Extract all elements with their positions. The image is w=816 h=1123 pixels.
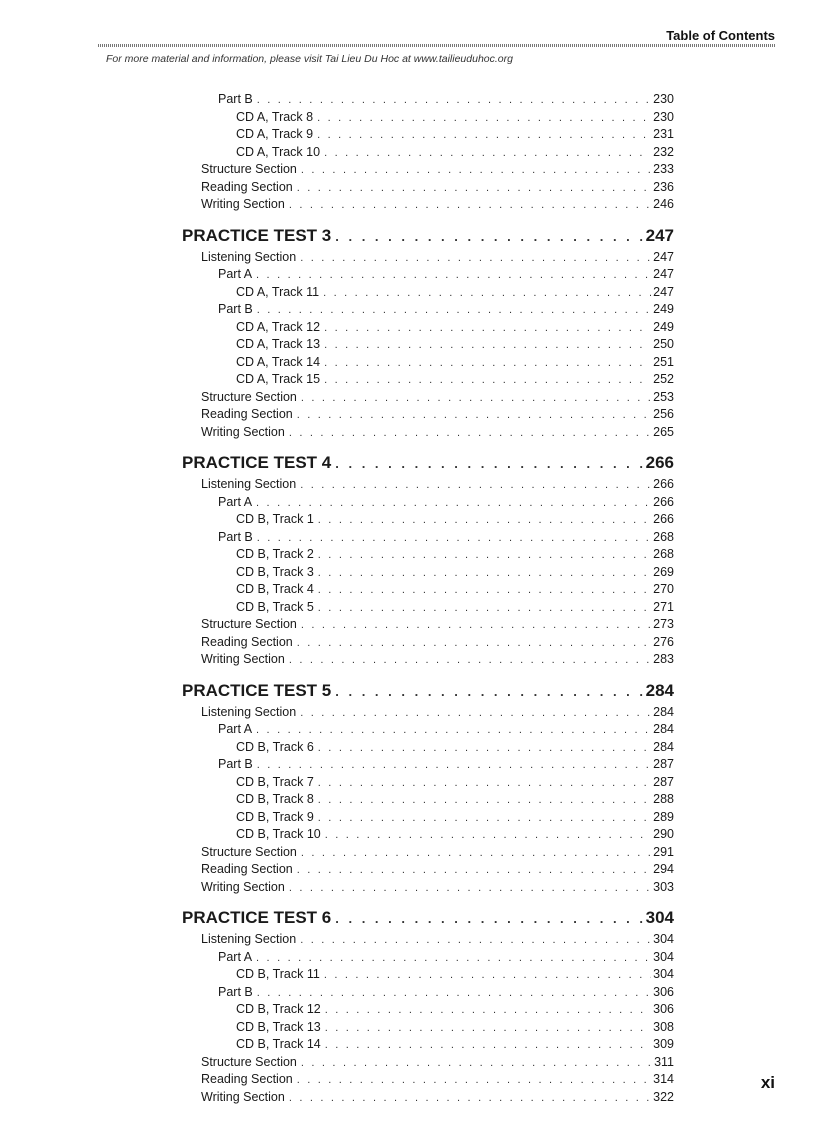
dot-leader: [256, 495, 651, 513]
dot-leader: [323, 285, 651, 303]
toc-entry-label: CD B, Track 3: [236, 564, 314, 579]
toc-entry-label: Part A: [218, 722, 253, 736]
practice-test-section: [0, 905, 816, 1106]
toc-entry-page: 311: [654, 1054, 674, 1069]
toc-entry: [0, 616, 816, 634]
dot-leader: [297, 1072, 651, 1090]
toc-entry: [0, 529, 816, 547]
dot-leader: [301, 617, 651, 635]
toc-entry-label: Structure Section: [201, 617, 297, 631]
toc-entry: [0, 494, 816, 512]
toc-entry-label: Structure Section: [201, 162, 297, 176]
toc-entry-label: PRACTICE TEST 4: [182, 453, 332, 472]
dot-leader: [318, 600, 651, 618]
toc-entry: [0, 931, 816, 949]
dot-leader: [256, 267, 651, 285]
table-of-contents: [0, 91, 816, 1115]
toc-entry: [0, 126, 816, 144]
toc-entry-label: Listening Section: [201, 249, 297, 264]
toc-entry-page: 251: [653, 354, 674, 369]
toc-entry: [0, 476, 816, 494]
toc-entry: [0, 826, 816, 844]
toc-entry: [0, 634, 816, 652]
toc-entry-label: CD B, Track 1: [236, 512, 314, 526]
toc-entry-page: 268: [653, 547, 674, 561]
dot-leader: [324, 337, 651, 355]
toc-entry-page: 249: [653, 302, 674, 316]
toc-entry: [0, 301, 816, 319]
toc-entry: [0, 144, 816, 162]
toc-entry: [0, 196, 816, 214]
toc-entry-page: 273: [653, 617, 674, 631]
toc-entry-page: 249: [653, 319, 674, 334]
dot-leader: [289, 197, 651, 215]
toc-entry-label: Part B: [218, 529, 253, 544]
toc-entry: [0, 371, 816, 389]
toc-entry-page: 304: [653, 967, 674, 981]
toc-entry-page: 247: [653, 267, 674, 281]
toc-entry: [0, 319, 816, 337]
toc-entry: [0, 354, 816, 372]
toc-entry-label: CD B, Track 6: [236, 739, 314, 754]
toc-entry-page: 247: [653, 249, 674, 264]
practice-test-heading: [0, 223, 816, 249]
toc-entry-page: 266: [653, 494, 674, 509]
toc-entry-page: 306: [653, 984, 674, 999]
toc-entry: [0, 1089, 816, 1107]
dot-leader: [318, 740, 651, 758]
toc-entry-label: CD B, Track 14: [236, 1037, 321, 1051]
toc-entry-page: 283: [653, 652, 674, 666]
toc-entry-label: CD B, Track 10: [236, 827, 321, 841]
toc-entry: [0, 651, 816, 669]
dot-leader: [318, 810, 651, 828]
practice-test-heading: [0, 678, 816, 704]
toc-entry-page: 265: [653, 424, 674, 439]
toc-entry: [0, 1036, 816, 1054]
dot-leader: [289, 425, 651, 443]
toc-entry-page: 306: [653, 1002, 674, 1016]
dot-leader: [325, 1037, 651, 1055]
dot-leader: [324, 967, 651, 985]
toc-entry-label: CD B, Track 2: [236, 547, 314, 561]
dot-leader: [297, 180, 651, 198]
toc-entry-page: 284: [653, 704, 674, 719]
toc-entry-label: CD A, Track 14: [236, 354, 321, 369]
toc-entry-label: Reading Section: [201, 407, 293, 421]
toc-entry: [0, 91, 816, 109]
dot-leader: [301, 1055, 652, 1073]
toc-entry: [0, 739, 816, 757]
toc-entry-page: 284: [653, 722, 674, 736]
toc-entry-page: 276: [653, 634, 674, 649]
toc-entry-page: 232: [653, 144, 674, 159]
toc-entry-label: Part B: [218, 302, 253, 316]
toc-entry-label: CD A, Track 12: [236, 319, 321, 334]
dot-leader: [289, 880, 651, 898]
toc-entry: [0, 949, 816, 967]
toc-entry-page: 247: [645, 225, 674, 245]
toc-entry: [0, 984, 816, 1002]
toc-entry: [0, 109, 816, 127]
toc-entry-page: 309: [653, 1037, 674, 1051]
toc-entry-page: 247: [653, 284, 674, 299]
toc-entry: [0, 581, 816, 599]
dot-leader: [324, 145, 651, 163]
toc-entry-page: 284: [653, 739, 674, 754]
toc-entry-label: Listening Section: [201, 477, 297, 491]
toc-entry-page: 266: [653, 512, 674, 526]
dot-leader: [257, 985, 651, 1003]
toc-entry-page: 291: [653, 844, 674, 859]
toc-entry: [0, 161, 816, 179]
practice-test-section: [0, 450, 816, 669]
toc-entry-page: 269: [653, 564, 674, 579]
toc-entry-page: 230: [653, 109, 674, 124]
toc-entry-label: CD B, Track 5: [236, 599, 314, 614]
toc-entry-label: Part A: [218, 267, 253, 281]
toc-entry-label: Listening Section: [201, 704, 297, 719]
toc-entry-page: 284: [645, 680, 674, 700]
toc-entry-page: 289: [653, 809, 674, 824]
dot-leader: [300, 250, 651, 268]
dot-leader: [318, 565, 651, 583]
dot-leader: [300, 705, 651, 723]
toc-entry: [0, 1001, 816, 1019]
toc-entry-page: 252: [653, 372, 674, 386]
toc-entry-label: Part A: [218, 494, 253, 509]
dot-leader: [335, 679, 643, 705]
dot-leader: [335, 906, 643, 932]
toc-entry-label: Structure Section: [201, 844, 297, 859]
toc-entry-label: CD A, Track 9: [236, 127, 314, 141]
toc-entry-label: CD A, Track 15: [236, 372, 321, 386]
toc-entry: [0, 564, 816, 582]
toc-entry-label: Part B: [218, 984, 253, 999]
dot-leader: [317, 110, 651, 128]
toc-entry-page: 231: [653, 127, 674, 141]
toc-entry: [0, 879, 816, 897]
toc-entry-label: CD A, Track 13: [236, 337, 321, 351]
dot-leader: [325, 1020, 651, 1038]
toc-entry: [0, 774, 816, 792]
toc-entry-label: Structure Section: [201, 389, 297, 404]
toc-entry-label: CD B, Track 9: [236, 809, 314, 824]
toc-entry: [0, 756, 816, 774]
toc-entry: [0, 861, 816, 879]
dot-leader: [318, 792, 651, 810]
toc-entry-page: 314: [653, 1072, 674, 1086]
toc-entry: [0, 336, 816, 354]
toc-entry-label: CD B, Track 12: [236, 1002, 321, 1016]
dot-leader: [318, 547, 651, 565]
practice-test-section: [0, 223, 816, 442]
dot-leader: [289, 652, 651, 670]
dot-leader: [301, 845, 651, 863]
toc-entry-page: 271: [653, 599, 674, 614]
toc-entry: [0, 1071, 816, 1089]
toc-entry-page: 236: [653, 179, 674, 194]
toc-entry: [0, 966, 816, 984]
toc-entry-label: Writing Section: [201, 197, 285, 211]
watermark-text: For more material and information, please visit Tai Lieu Du Hoc at www.tailieuduhoc.org: [106, 53, 513, 65]
toc-entry-label: PRACTICE TEST 6: [182, 908, 332, 927]
dot-leader: [257, 92, 651, 110]
toc-entry: [0, 249, 816, 267]
toc-entry: [0, 791, 816, 809]
dot-leader: [289, 1090, 651, 1108]
toc-entry: [0, 844, 816, 862]
dot-leader: [256, 950, 651, 968]
toc-entry-label: Writing Section: [201, 1089, 285, 1104]
practice-test-heading: [0, 450, 816, 476]
dot-leader: [297, 635, 651, 653]
dot-leader: [257, 302, 651, 320]
dot-leader: [300, 477, 651, 495]
toc-entry-label: Reading Section: [201, 634, 293, 649]
dot-leader: [297, 407, 651, 425]
toc-entry-page: 268: [653, 529, 674, 544]
toc-entry-page: 287: [653, 774, 674, 789]
toc-entry: [0, 809, 816, 827]
toc-entry-page: 246: [653, 197, 674, 211]
toc-entry-label: Reading Section: [201, 862, 293, 876]
dot-leader: [335, 224, 643, 250]
practice-test-heading: [0, 905, 816, 931]
dot-leader: [317, 127, 651, 145]
toc-entry-label: PRACTICE TEST 3: [182, 225, 332, 245]
dot-leader: [318, 512, 651, 530]
dot-leader: [318, 775, 651, 793]
dot-leader: [256, 722, 651, 740]
toc-entry-label: CD A, Track 11: [236, 284, 320, 299]
toc-continuation: [0, 91, 816, 214]
toc-entry: [0, 389, 816, 407]
toc-entry-label: CD A, Track 8: [236, 109, 314, 124]
toc-entry-label: Part B: [218, 92, 253, 106]
toc-entry-label: Writing Section: [201, 424, 285, 439]
toc-entry-page: 250: [653, 337, 674, 351]
toc-entry-page: 304: [653, 949, 674, 964]
toc-entry: [0, 284, 816, 302]
toc-entry-page: 270: [653, 582, 674, 596]
toc-entry-label: CD B, Track 7: [236, 774, 314, 789]
toc-entry-page: 322: [653, 1089, 674, 1104]
toc-entry-page: 304: [653, 932, 674, 946]
toc-entry-label: Writing Section: [201, 879, 285, 894]
page-number: xi: [760, 1073, 775, 1092]
toc-entry: [0, 721, 816, 739]
toc-entry-page: 253: [653, 389, 674, 404]
toc-entry-label: CD B, Track 13: [236, 1019, 321, 1034]
toc-entry-page: 303: [653, 879, 674, 894]
toc-entry-label: CD B, Track 8: [236, 792, 314, 806]
dot-leader: [324, 320, 651, 338]
dot-leader: [301, 162, 651, 180]
toc-entry-page: 287: [653, 757, 674, 771]
toc-entry-page: 294: [653, 862, 674, 876]
toc-entry: [0, 266, 816, 284]
toc-entry-page: 233: [653, 162, 674, 176]
toc-entry-label: CD B, Track 11: [236, 967, 320, 981]
dot-leader: [325, 827, 651, 845]
toc-entry: [0, 179, 816, 197]
toc-entry: [0, 546, 816, 564]
toc-entry: [0, 1054, 816, 1072]
toc-entry-label: Writing Section: [201, 652, 285, 666]
dot-leader: [318, 582, 651, 600]
toc-entry-label: Part B: [218, 757, 253, 771]
toc-entry-page: 256: [653, 407, 674, 421]
dot-leader: [257, 757, 651, 775]
toc-entry-page: 288: [653, 792, 674, 806]
toc-entry: [0, 704, 816, 722]
toc-entry: [0, 424, 816, 442]
toc-entry-label: Reading Section: [201, 179, 293, 194]
toc-entry-page: 230: [653, 92, 674, 106]
toc-entry-page: 266: [653, 477, 674, 491]
toc-entry-label: Listening Section: [201, 932, 297, 946]
toc-entry-page: 266: [645, 453, 674, 472]
dot-leader: [297, 862, 651, 880]
toc-entry: [0, 1019, 816, 1037]
toc-entry-label: Part A: [218, 949, 253, 964]
dot-leader: [300, 932, 651, 950]
header-rule: [98, 44, 775, 47]
toc-entry: [0, 511, 816, 529]
toc-entry-label: CD B, Track 4: [236, 582, 314, 596]
dot-leader: [324, 372, 651, 390]
toc-entry-label: PRACTICE TEST 5: [182, 680, 332, 700]
toc-entry: [0, 599, 816, 617]
practice-test-section: [0, 678, 816, 897]
dot-leader: [257, 530, 651, 548]
dot-leader: [335, 451, 643, 477]
toc-entry: [0, 406, 816, 424]
dot-leader: [324, 355, 651, 373]
toc-entry-page: 290: [653, 827, 674, 841]
toc-entry-label: Structure Section: [201, 1054, 297, 1069]
dot-leader: [301, 390, 651, 408]
toc-entry-page: 304: [645, 908, 674, 927]
dot-leader: [325, 1002, 651, 1020]
running-header-title: Table of Contents: [666, 28, 775, 43]
toc-entry-label: CD A, Track 10: [236, 144, 321, 159]
toc-entry-page: 308: [653, 1019, 674, 1034]
toc-entry-label: Reading Section: [201, 1072, 293, 1086]
